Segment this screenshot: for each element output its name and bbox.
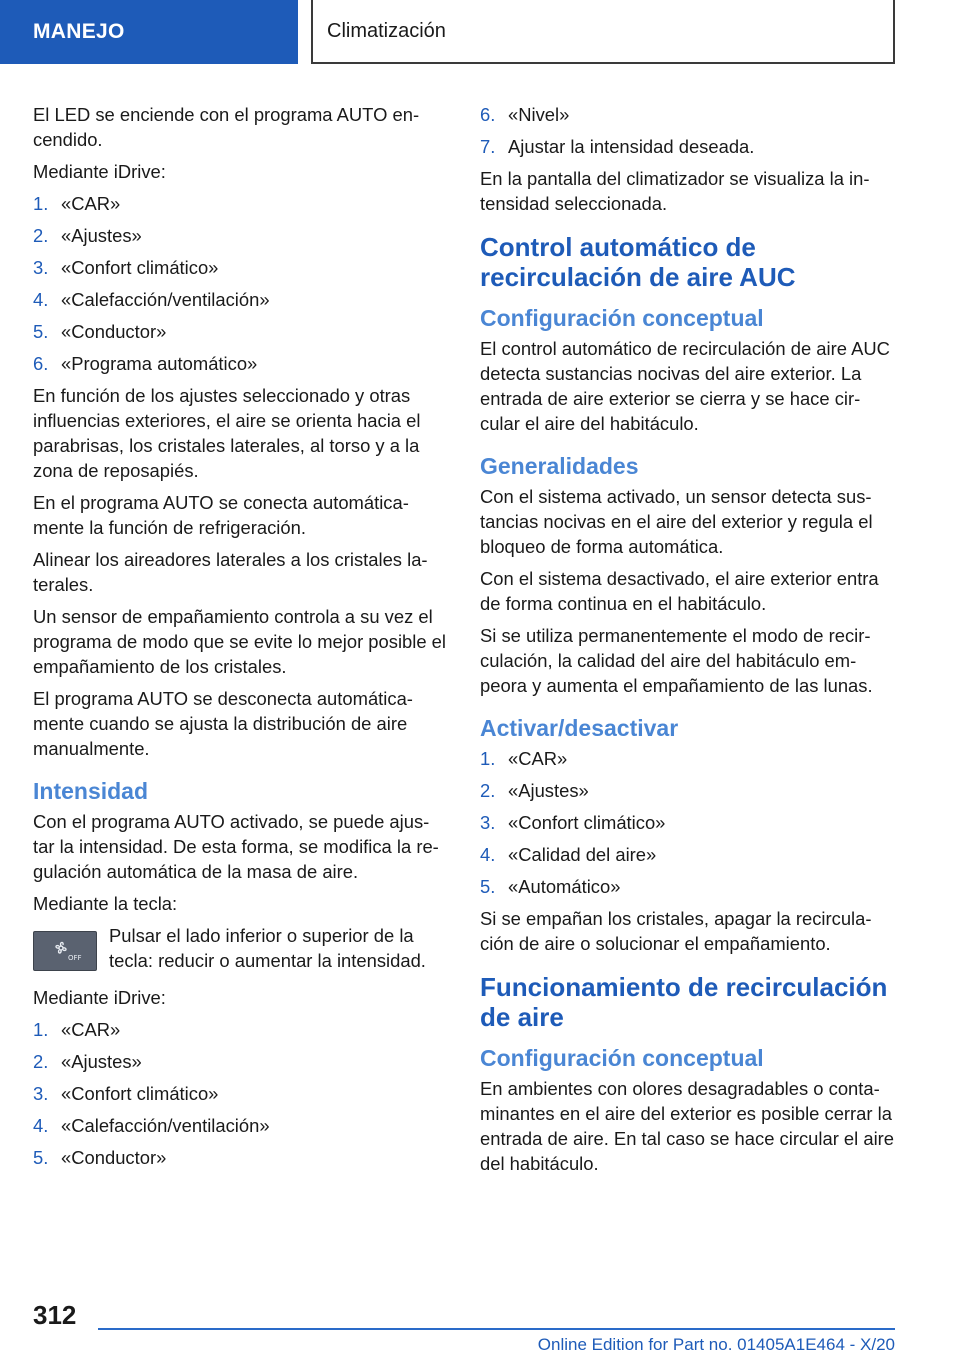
heading-activar: Activar/desactivar [480, 715, 679, 741]
paragraph: Si se utiliza permanentemente el modo de recir-culación, la calidad del aire del habitáculo em-peora y aumenta el empañamiento de las lunas. [480, 625, 873, 696]
steps-list [480, 102, 895, 159]
list-item: 3. «Confort climático» [33, 1083, 219, 1104]
edition-note: Online Edition for Part no. 01405A1E464 - X/20 [537, 1335, 895, 1354]
left-column [33, 102, 448, 1177]
right-column [480, 102, 895, 1183]
list-item: 1. «CAR» [33, 193, 121, 214]
paragraph: Mediante iDrive: [33, 161, 166, 182]
paragraph: El LED se enciende con el programa AUTO en-cendido. [33, 104, 420, 150]
chapter-title: Climatización [327, 19, 446, 42]
list-item: 7. Ajustar la intensidad deseada. [480, 136, 755, 157]
list-item: 4. «Calefacción/ventilación» [33, 1115, 270, 1136]
key-description: Pulsar el lado inferior o superior de la tecla: reducir o aumentar la intensidad. [109, 925, 426, 971]
steps-list [33, 1017, 448, 1170]
list-item: 2. «Ajustes» [33, 225, 142, 246]
list-item: 3. «Confort climático» [33, 257, 219, 278]
paragraph: El programa AUTO se desconecta automática-mente cuando se ajusta la distribución de aire manualmente. [33, 688, 413, 759]
section-tab [0, 0, 298, 64]
heading-configuracion: Configuración conceptual [480, 1045, 764, 1071]
heading-intensidad: Intensidad [33, 778, 149, 804]
paragraph: En función de los ajustes seleccionado y otras influencias exteriores, el aire se orienta hacia el parabrisas, los cristales laterales, al torso y a la zona de reposapiés. [33, 385, 421, 481]
heading-generalidades: Generalidades [480, 453, 639, 479]
key-instruction [33, 923, 448, 973]
svg-text:OFF: OFF [68, 954, 82, 962]
list-item: 5. «Automático» [480, 876, 621, 897]
paragraph: Alinear los aireadores laterales a los cristales la-terales. [33, 549, 428, 595]
paragraph: En ambientes con olores desagradables o conta-minantes en el aire del exterior es posible cerrar la entrada de aire. En tal caso se hace circular el aire del habitáculo. [480, 1078, 895, 1174]
paragraph: Un sensor de empañamiento controla a su vez el programa de modo que se evite lo mejor posible el empañamiento de los cristales. [33, 606, 446, 677]
list-item: 5. «Conductor» [33, 321, 167, 342]
paragraph: En la pantalla del climatizador se visualiza la in-tensidad seleccionada. [480, 168, 870, 214]
list-item: 4. «Calidad del aire» [480, 844, 657, 865]
list-item: 2. «Ajustes» [480, 780, 589, 801]
paragraph: Mediante iDrive: [33, 987, 166, 1008]
paragraph: Con el sistema desactivado, el aire exterior entra de forma continua en el habitáculo. [480, 568, 879, 614]
steps-list [33, 191, 448, 376]
steps-list [480, 746, 895, 899]
paragraph: En el programa AUTO se conecta automática-mente la función de refrigeración. [33, 492, 409, 538]
paragraph: Con el programa AUTO activado, se puede ajus-tar la intensidad. De esta forma, se modifica la re-gulación automática de la masa de aire. [33, 811, 439, 882]
paragraph: Mediante la tecla: [33, 893, 178, 914]
list-item: 3. «Confort climático» [480, 812, 666, 833]
heading-configuracion: Configuración conceptual [480, 305, 764, 331]
list-item: 6. «Nivel» [480, 104, 570, 125]
list-item: 4. «Calefacción/ventilación» [33, 289, 270, 310]
heading-auc: Control automático de recirculación de aire AUC [480, 232, 796, 292]
chapter-tab [311, 0, 895, 64]
fan-key-icon [33, 931, 97, 971]
paragraph: El control automático de recirculación de aire AUC detecta sustancias nocivas del aire exterior. La entrada de aire exterior se cierra y se hace cir-cular el aire del habitáculo. [480, 338, 890, 434]
page-number: 312 [33, 1300, 77, 1330]
footer-divider [98, 1328, 895, 1330]
list-item: 2. «Ajustes» [33, 1051, 142, 1072]
list-item: 5. «Conductor» [33, 1147, 167, 1168]
paragraph: Si se empañan los cristales, apagar la recircula-ción de aire o solucionar el empañamiento. [480, 908, 872, 954]
heading-recirculacion: Funcionamiento de recirculación de aire [480, 972, 888, 1032]
section-title: MANEJO [33, 20, 125, 43]
list-item: 1. «CAR» [480, 748, 568, 769]
list-item: 1. «CAR» [33, 1019, 121, 1040]
paragraph: Con el sistema activado, un sensor detecta sus-tancias nocivas en el aire del exterior y regula el bloqueo de forma automática. [480, 486, 873, 557]
list-item: 6. «Programa automático» [33, 353, 258, 374]
